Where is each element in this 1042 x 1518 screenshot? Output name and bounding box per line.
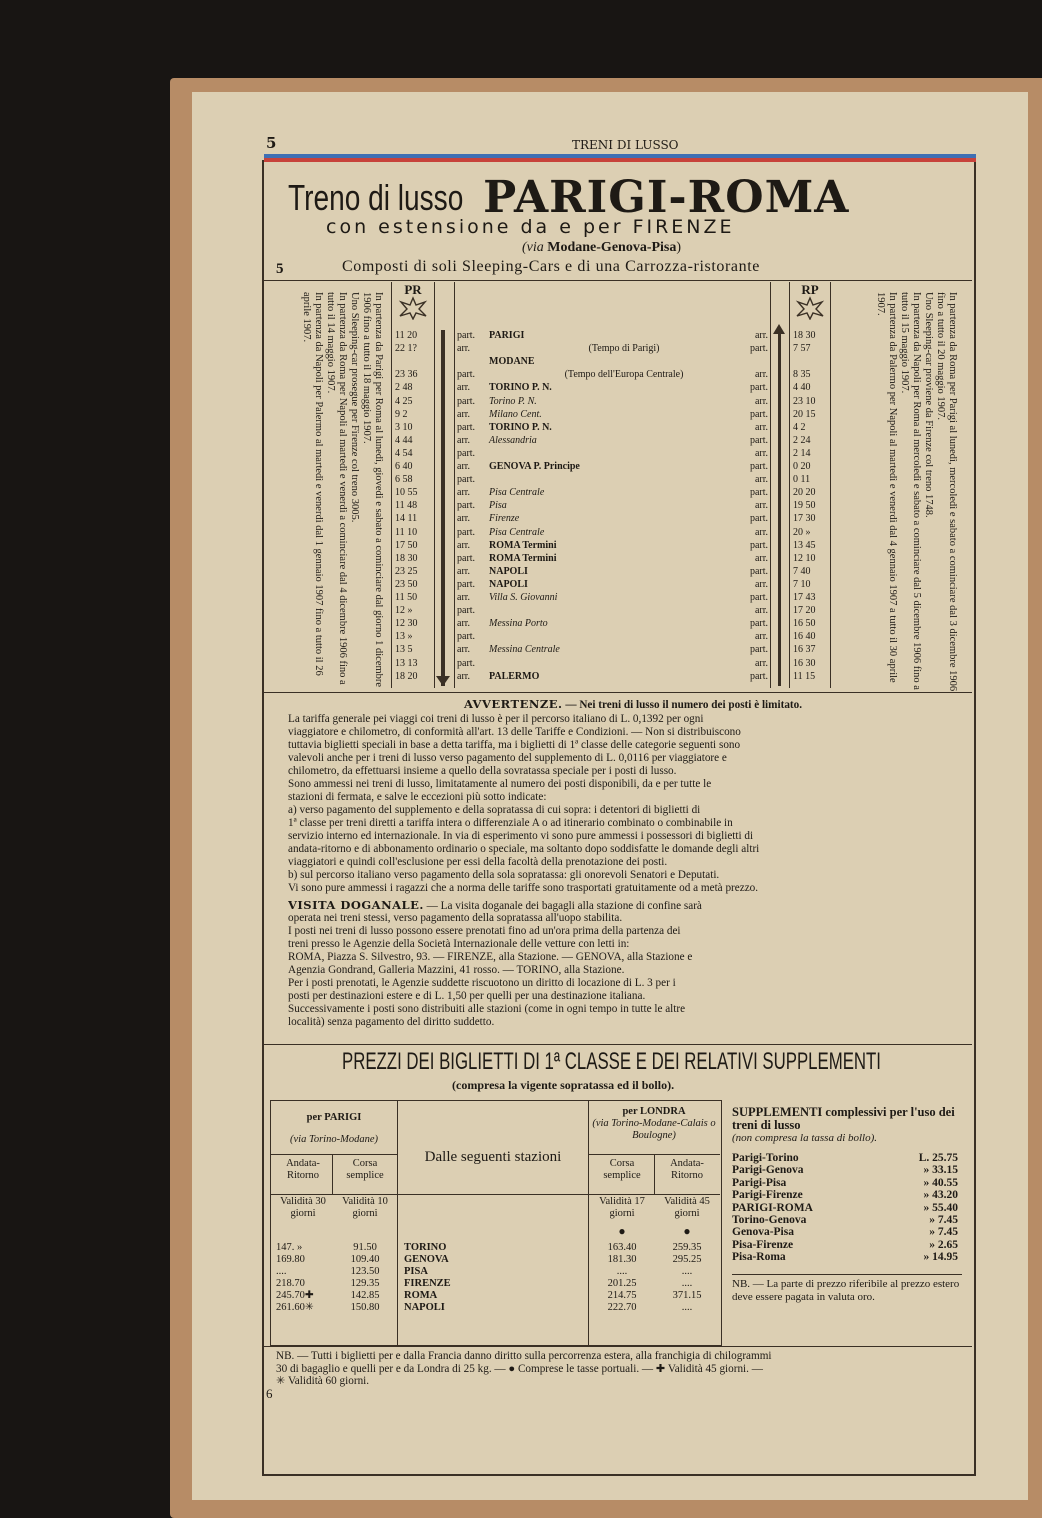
rp-time: 18 30 [793,330,816,341]
station-name: Pisa Centrale [489,526,545,538]
station-name: Pisa [489,500,507,512]
rp-time: 4 2 [793,421,806,433]
row-label-right: part. [749,487,768,499]
prices-rule-3 [270,1194,720,1195]
station-name: Messina Porto [489,618,548,630]
rp-time: 0 11 [793,474,811,486]
footer-line: NB. — Tutti i biglietti per e dalla Francia danno diritto sulla percorrenza estera, alla franchigia di chilogrammi [276,1350,772,1362]
suppl-route: Pisa-Firenze [732,1238,794,1251]
parigi-cs-head: Corsa semplice [346,1158,384,1181]
rp-time: 20 20 [793,487,816,499]
price-station: TORINO [404,1242,447,1253]
notice-subtitle: — Nei treni di lusso il numero dei posti è limitato. [565,699,803,711]
rp-time: 7 10 [793,578,811,590]
row-label-right: arr. [754,552,768,564]
station-name: NAPOLI [489,578,528,590]
prices-rule-1 [397,1100,398,1346]
londra-ar-price: .... [681,1266,693,1277]
parigi-ar-price: 261.60✳ [276,1302,314,1313]
suppl-value: » 33.15 [923,1164,958,1177]
londra-via: (via Torino-Modane-Calais o Boulogne) [592,1118,716,1141]
row-label-right: arr. [754,395,768,407]
station-name: (Tempo di Parigi) [588,343,660,355]
station-name: Pisa Centrale [489,487,545,499]
customs-line-1: — La visita doganale dei bagagli alla stazione di confine sarà [426,900,702,912]
down-direction-arrow-icon [441,330,445,686]
notice-line: stazioni di fermata, e salve le eccezioni più sotto indicate: [288,791,547,803]
parigi-ar-price: 169.80 [276,1254,305,1265]
row-label-left: arr. [457,513,471,525]
londra-cs-head: Corsa semplice [603,1158,641,1181]
suppl-route: Parigi-Firenze [732,1189,803,1202]
left-emblem-icon [398,296,428,320]
rule-footer [264,1346,972,1347]
suppl-nb: NB. — La parte di prezzo riferibile al prezzo estero deve essere pagata in valuta oro. [732,1278,960,1303]
price-station: FIRENZE [404,1278,451,1289]
row-label-left: arr. [457,434,471,446]
londra-ar-price: .... [681,1278,693,1289]
londra-cs-price: 201.25 [607,1278,637,1289]
suppl-rule [732,1274,962,1275]
page-number: 5 [266,134,277,152]
parigi-ar-price: 147. » [276,1242,303,1253]
rule-top [264,280,972,281]
londra-cs-price: 181.30 [607,1254,637,1265]
up-arrowhead-icon [773,324,785,334]
pr-time: 23 50 [395,578,418,590]
prices-rule-7 [588,1154,720,1155]
rp-time: 2 14 [793,447,811,459]
parigi-val30: Validità 30 giorni [280,1196,326,1219]
rp-time: 7 57 [793,343,811,355]
row-label-left: arr. [457,644,471,656]
rp-time: 17 20 [793,605,816,617]
station-name: PARIGI [489,330,525,341]
title-main: PARIGI-ROMA [483,172,850,223]
notice-line: andata-ritorno e di abbonamento ordinario o speciale, ma soltanto dopo soddisfatte le domande degli altri [288,843,760,855]
pr-time: 10 55 [395,487,418,499]
pr-time: 12 30 [395,618,418,630]
row-label-right: part. [749,644,768,656]
row-label-right: arr. [754,474,768,486]
rule-station-left [454,282,455,688]
londra-ar-price: 295.25 [672,1254,702,1265]
parigi-ar-price: 245.70✚ [276,1290,314,1301]
station-name: TORINO P. N. [489,421,552,433]
pr-time: 14 11 [395,513,418,525]
dot-icon: ● [683,1224,691,1238]
suppl-value: » 7.45 [929,1226,958,1239]
row-label-right: arr. [754,330,768,341]
row-label-right: arr. [754,421,768,433]
notice-line: 1ª classe per treni diretti a tariffa intera o differenziale A o ad itinerario combinato o combinabile in [288,817,733,829]
left-notes [284,292,384,692]
left-note-3: In partenza da Roma per Napoli al martedì e venerdì a cominciare dal 4 dicembre 1906 fino a tutto il 14 maggio 1907. [325,292,348,685]
suppl-value: L. 25.75 [918,1152,958,1164]
row-label-right: arr. [754,526,768,538]
suppl-route: Pisa-Roma [732,1251,786,1264]
row-label-left: part. [457,474,476,486]
suppl-note: (non compresa la tassa di bollo). [732,1132,878,1144]
customs-line: I posti nei treni di lusso possono essere prenotati fino ad un'ora prima della partenza dei [288,925,681,937]
notice-line: Vi sono pure ammessi i ragazzi che a norma delle tariffe sono trasportati gratuitamente od a metà prezzo. [288,882,759,894]
title-subtitle: con estensione da e per FIRENZE [326,216,735,238]
londra-ar-price: .... [681,1302,693,1313]
suppl-value: » 14.95 [923,1251,958,1264]
parigi-val10: Validità 10 giorni [342,1196,388,1219]
station-name: Villa S. Giovanni [489,592,558,603]
suppl-value: » 7.45 [929,1214,958,1226]
rp-time: 8 35 [793,369,811,381]
dot-icon: ● [618,1224,626,1238]
pr-time: 18 20 [395,670,418,682]
customs-line: località) senza pagamento del diritto suddetto. [288,1016,495,1028]
footer-line: 30 di bagaglio e quelli per e da Londra di 25 kg. — ● Comprese le tasse portuali. — ✚ Validità 45 giorni. — [276,1362,763,1375]
row-label-right: part. [749,408,768,420]
row-label-right: part. [749,343,768,355]
rule-rp-left [789,282,790,688]
rp-time: 16 37 [793,644,816,656]
row-label-left: part. [457,369,476,381]
londra-val17: Validità 17 giorni [599,1196,645,1219]
notice-line: La tariffa generale pei viaggi coi treni di lusso è per il percorso italiano di L. 0,1392 per ogni [288,713,704,725]
station-name: Firenze [489,513,520,525]
pr-time: 17 50 [395,539,418,551]
right-note-1: In partenza da Roma per Parigi al lunedì, mercoledì e sabato a cominciare dal 3 dicembre 1906 fino a tutto il 20 maggio 1907. [935,292,958,692]
pr-time: 9 2 [395,408,408,420]
row-label-left: arr. [457,408,471,420]
rp-time: 11 15 [793,670,816,682]
notice-line: valevoli anche per i treni di lusso verso pagamento del supplemento di L. 0,0116 per viaggiatore e [288,752,727,764]
row-label-right: part. [749,461,768,472]
station-name: PALERMO [489,670,540,682]
londra-val45: Validità 45 giorni [664,1196,710,1219]
notice-line: tuttavia biglietti speciali in base a detta tariffa, ma i biglietti di 1ª classe delle categorie seguenti sono [288,739,741,751]
customs-line: Per i posti prenotati, le Agenzie suddette riscuotono un diritto di locazione di L. 3 per i [288,977,676,989]
footer-line: ✳ Validità 60 giorni. [276,1375,370,1387]
row-label-left: part. [457,447,476,459]
londra-ar-price: 371.15 [672,1290,702,1301]
station-name: Messina Centrale [489,644,560,656]
prices-rule-5 [654,1154,655,1194]
row-label-left: part. [457,421,476,433]
pr-time: 6 58 [395,474,413,486]
rp-time: 4 40 [793,382,811,394]
station-name: (Tempo dell'Europa Centrale) [564,369,684,381]
rule-pr-right [434,282,435,688]
row-label-left: part. [457,330,476,341]
suppl-value: » 43.20 [923,1189,958,1202]
station-name: ROMA Termini [489,552,557,564]
rp-time: 17 43 [793,592,816,603]
suppl-route: PARIGI-ROMA [732,1201,813,1214]
right-note-4: In partenza da Palermo per Napoli al martedì e venerdì dal 4 gennaio 1907 a tutto il 30 aprile 1907. [875,292,898,683]
customs-line: Successivamente i posti sono distribuiti alle stazioni (come in ogni tempo in tutte le altre [288,1003,686,1015]
row-label-right: part. [749,565,768,577]
suppl-value: » 55.40 [923,1201,958,1214]
parigi-cs-price: 129.35 [350,1278,380,1289]
londra-cs-price: 222.70 [607,1302,637,1313]
rp-time: 16 50 [793,618,816,630]
customs-heading-line [288,899,702,913]
customs-line: Agenzia Gondrand, Galleria Mazzini, 41 rosso. — TORINO, alla Stazione. [288,964,625,976]
row-label-left: arr. [457,539,471,551]
customs-line: operata nei treni stessi, verso pagamento della sopratassa all'uopo stabilita. [288,912,623,924]
suppl-route: Parigi-Pisa [732,1176,787,1189]
station-name: Milano Cent. [489,408,542,420]
pr-time: 12 » [395,605,413,617]
via-prefix: (via [522,240,544,255]
price-station: GENOVA [404,1254,449,1265]
suppl-value: » 2.65 [929,1238,958,1251]
row-label-left: part. [457,631,476,643]
row-label-right: arr. [754,369,768,381]
rule-pr-left [391,282,392,688]
rp-time: 13 45 [793,539,816,551]
pr-time: 11 48 [395,500,418,512]
right-note-3: In partenza da Napoli per Roma al mercoledì e sabato a cominciare dal 5 dicembre 1906 fino a tutto il 15 maggio 1907. [899,292,922,690]
station-name: TORINO P. N. [489,382,552,394]
rp-time: 19 50 [793,500,816,512]
notice-heading [288,698,978,712]
rule-mid [264,692,972,693]
notice-line: viaggiatore e chilometro, di conformità all'art. 13 delle Tariffe e Condizioni. — Non si distribuiscono [288,726,741,738]
notice-line: a) verso pagamento del supplemento e della sopratassa di cui sopra: i detentori di biglietti di [288,804,701,816]
rp-time: 20 » [793,526,811,538]
parigi-cs-price: 91.50 [353,1242,377,1253]
row-label-left: arr. [457,592,471,603]
londra-cs-price: 163.40 [607,1242,637,1253]
row-label-left: arr. [457,487,471,499]
row-label-left: part. [457,395,476,407]
pr-time: 4 44 [395,434,413,446]
pr-header: PR [404,282,422,297]
row-label-right: part. [749,434,768,446]
suppl-route: Parigi-Torino [732,1152,799,1164]
londra-ar-head: Andata-Ritorno [670,1158,704,1181]
parigi-cs-price: 142.85 [350,1290,380,1301]
pr-time: 3 10 [395,421,413,433]
row-label-left: part. [457,552,476,564]
row-label-right: arr. [754,657,768,669]
rule-rp-right [830,282,831,688]
parigi-cs-price: 123.50 [350,1266,380,1277]
row-label-right: part. [749,539,768,551]
right-notes [838,292,958,692]
left-note-1: In partenza da Parigi per Roma al lunedì, giovedì e sabato a cominciare dal giorno 1 dicembre 1906 fino a tutto il 18 maggio 1907. [361,292,384,688]
pr-time: 11 20 [395,330,418,341]
rp-time: 17 30 [793,513,816,525]
parigi-via: (via Torino-Modane) [290,1134,378,1145]
left-note-4: In partenza da Napoli per Palermo al martedì e venerdì dal 1 gennaio 1907 fino a tutto il 26 aprile 1907. [301,292,324,676]
station-name: Alessandria [489,434,537,446]
row-label-left: part. [457,605,476,617]
price-station: NAPOLI [404,1302,445,1313]
row-label-right: arr. [754,631,768,643]
station-name: ROMA Termini [489,539,557,551]
right-emblem-icon [795,296,825,320]
price-station: PISA [404,1266,428,1277]
londra-cs-price: .... [616,1266,628,1277]
notice-line: servizio interno ed internazionale. In via di esperimento vi sono pure ammessi i possessori di biglietti di [288,830,754,842]
row-label-right: part. [749,513,768,525]
rp-time: 23 10 [793,395,816,407]
parigi-head: per PARIGI [306,1112,362,1123]
pr-time: 2 48 [395,382,413,394]
suppl-route: Parigi-Genova [732,1164,804,1177]
row-label-right: arr. [754,605,768,617]
parigi-ar-price: .... [276,1266,287,1277]
parigi-ar-price: 218.70 [276,1278,305,1289]
down-arrowhead-icon [436,676,450,686]
row-label-left: part. [457,526,476,538]
rule-station-right [770,282,771,688]
customs-title: VISITA DOGANALE. [288,899,424,912]
customs-line: treni presso le Agenzie della Società Internazionale delle vetture con letti in: [288,938,630,950]
stations-head: Dalle seguenti stazioni [424,1149,562,1165]
parigi-ar-head: Andata-Ritorno [286,1158,320,1181]
right-note-2: Uno Sleeping-car proviene da Firenze col treno 1748. [923,292,934,518]
parigi-cs-price: 150.80 [350,1302,380,1313]
londra-cs-price: 214.75 [607,1290,637,1301]
flag-stripe-red [264,158,976,162]
station-name: GENOVA P. Principe [489,461,580,472]
left-note-2: Uno Sleeping-car prosegue per Firenze col treno 3005. [349,292,360,523]
prices-title: PREZZI DEI BIGLIETTI DI 1ª CLASSE E DEI RELATIVI SUPPLEMENTI [342,1048,881,1075]
rp-time: 16 40 [793,631,816,643]
row-label-right: part. [749,592,768,603]
row-label-right: part. [749,382,768,394]
pr-time: 22 1? [395,343,417,355]
row-label-left: arr. [457,565,471,577]
notice-line: Sono ammessi nei treni di lusso, limitatamente al numero dei posti disponibili, da e per tutte le [288,778,712,790]
suppl-route: Genova-Pisa [732,1226,794,1239]
via-suffix: ) [676,240,682,255]
pr-time: 4 25 [395,395,413,407]
pr-time: 23 36 [395,369,418,381]
rule-prices [264,1044,972,1045]
pr-time: 13 » [395,631,413,643]
row-label-left: part. [457,500,476,512]
row-label-right: arr. [754,578,768,590]
londra-head: per LONDRA [622,1106,686,1117]
rp-time: 2 24 [793,434,811,446]
price-station: ROMA [404,1290,438,1301]
row-label-right: part. [749,670,768,682]
main-title [288,170,850,223]
notice-line: viaggiatori e quindi coll'esclusione per essi della facoltà della prenotazione dei posti. [288,856,668,868]
pr-time: 6 40 [395,461,413,472]
londra-ar-price: 259.35 [672,1242,702,1253]
suppl-value: » 40.55 [923,1176,958,1189]
pr-time: 23 25 [395,565,418,577]
row-label-right: part. [749,618,768,630]
title-via [522,240,681,256]
prices-rule-6 [270,1154,397,1155]
prices-rule-4 [332,1154,333,1194]
via-route: Modane-Genova-Pisa [547,240,677,255]
title-prefix: Treno di lusso [288,177,464,218]
pr-time: 18 30 [395,552,418,564]
prices-rule-2 [588,1100,589,1346]
suppl-title: SUPPLEMENTI complessivi per l'uso dei treni di lusso [732,1105,955,1132]
row-label-left: arr. [457,343,471,355]
parigi-cs-price: 109.40 [350,1254,380,1265]
customs-line: posti per destinazioni estere e di L. 1,50 per quelli per una destinazione italiana. [288,990,646,1002]
row-label-left: arr. [457,461,471,472]
row-label-left: part. [457,657,476,669]
running-title: TRENI DI LUSSO [572,138,679,152]
pr-time: 11 10 [395,526,418,538]
page [192,92,1028,1500]
notice-line: chilometro, da effettuarsi insieme a quello della sovratassa speciale per i posti di lusso. [288,765,677,777]
rp-time: 16 30 [793,657,816,669]
station-name: NAPOLI [489,565,528,577]
up-direction-arrow-icon [778,334,781,686]
row-label-right: arr. [754,447,768,459]
suppl-route: Torino-Genova [732,1214,807,1226]
rp-time: 0 20 [793,461,811,472]
station-name: MODANE [489,356,535,368]
pr-time: 11 50 [395,592,418,603]
row-label-left: part. [457,578,476,590]
notice-title: AVVERTENZE. [463,698,563,711]
pr-time: 13 5 [395,644,413,656]
prices-subtitle: (compresa la vigente sopratassa ed il bollo). [452,1078,675,1092]
station-name: Torino P. N. [489,395,537,407]
row-label-left: arr. [457,618,471,630]
rp-header: RP [801,282,819,297]
row-label-left: arr. [457,670,471,682]
rp-time: 20 15 [793,408,816,420]
row-label-left: arr. [457,382,471,394]
pr-time: 13 13 [395,657,418,669]
customs-line: ROMA, Piazza S. Silvestro, 93. — FIRENZE, alla Stazione. — GENOVA, alla Stazione e [288,951,693,963]
rp-time: 12 10 [793,552,816,564]
rp-time: 7 40 [793,565,811,577]
bottom-page-number: 6 [266,1386,273,1401]
composition: Composti di soli Sleeping-Cars e di una Carrozza-ristorante [342,258,760,275]
pr-time: 4 54 [395,447,413,459]
row-label-right: arr. [754,500,768,512]
notice-line: b) sul percorso italiano verso pagamento della sola sopratassa: gli onorevoli Senatori e Deputati. [288,869,720,881]
side-number: 5 [276,261,284,277]
